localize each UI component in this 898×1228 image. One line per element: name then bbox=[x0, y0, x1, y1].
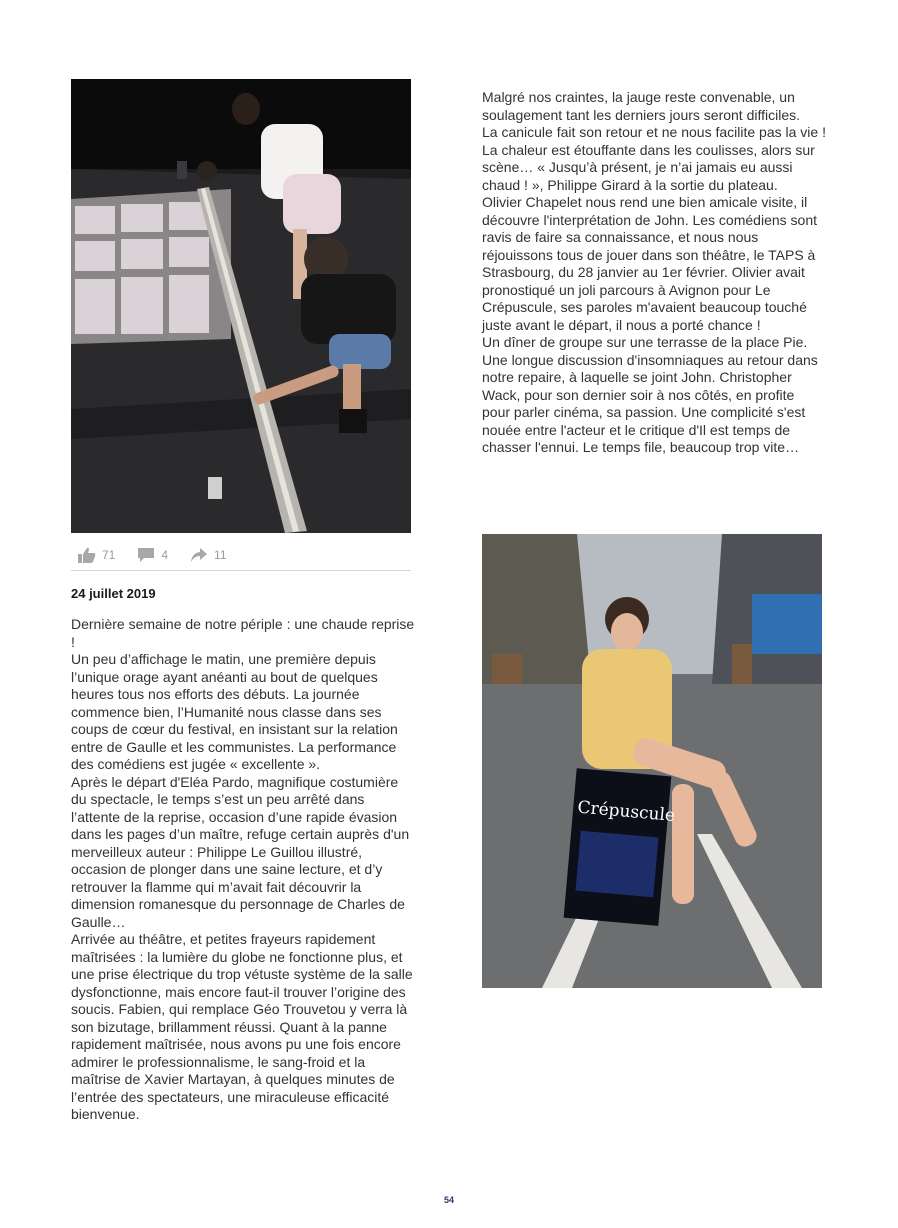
divider bbox=[71, 570, 411, 571]
reaction-bar bbox=[78, 545, 411, 565]
poster-image bbox=[564, 768, 676, 926]
paragraph: Un peu d’affichage le matin, une première depuis l’unique orage ayant anéanti au bout de quelques heures tous nos efforts des débuts. La journée commence bien, l’Humanité nous classe dans ses coups de cœur du festival, en insistant sur la relation entre de Gaulle et les communistes. La performance des comédiens est jugée « excellente ». bbox=[71, 651, 398, 772]
share-icon bbox=[190, 547, 208, 563]
post-date: 24 juillet 2019 bbox=[71, 586, 156, 601]
like-count[interactable]: 71 bbox=[78, 547, 115, 563]
page-number: 54 bbox=[443, 1195, 454, 1205]
paragraph: Dernière semaine de notre périple : une chaude reprise ! bbox=[71, 616, 415, 650]
right-column-text bbox=[482, 89, 826, 457]
left-column-text bbox=[71, 616, 415, 1124]
paragraph: Malgré nos craintes, la jauge reste convenable, un soulagement tant les derniers jours seront difficiles. bbox=[482, 89, 801, 123]
street-poster-photo bbox=[482, 534, 822, 988]
stage-rehearsal-photo bbox=[71, 79, 411, 533]
share-count[interactable]: 11 bbox=[190, 547, 226, 563]
paragraph: Après le départ d'Eléa Pardo, magnifique costumière du spectacle, le temps s’est un peu arrêté dans l’attente de la reprise, occasion d’une rapide évasion dans les pages d’un maître, refuge certain auprès d'un merveilleux auteur : Philippe Le Guillou illustré, occasion de plonger dans une saine lecture, et d’y retrouver la flamme qui m’avait fait découvrir la dimension romanesque du personnage de Charles de Gaulle… bbox=[71, 773, 410, 930]
thumbs-up-icon bbox=[78, 547, 96, 563]
paragraph: Arrivée au théâtre, et petites frayeurs rapidement maîtrisées : la lumière du globe ne fonctionne plus, et une prise électrique du trop vétuste système de la salle dysfonctionne, mais encore faut-il trouver l’origine des soucis. Fabien, qui remplace Géo Trouvetou y verra là son bizutage, brillamment réussi. Quant à la panne rapidement maîtrisée, nous avons pu une fois encore admirer le professionnalisme, le sang-froid et la maîtrise de Xavier Martayan, à quelques minutes de l’entrée des spectateurs, une miraculeuse efficacité bienvenue. bbox=[71, 931, 413, 1122]
street-portrait-illustration bbox=[482, 534, 822, 988]
comment-count[interactable]: 4 bbox=[137, 547, 168, 563]
poster-title: Crépuscule bbox=[576, 797, 676, 827]
comment-icon bbox=[137, 547, 155, 563]
stage-rehearsal-illustration bbox=[71, 79, 411, 533]
paragraph: La canicule fait son retour et ne nous facilite pas la vie ! La chaleur est étouffante dans les coulisses, alors sur scène… « Jusqu’à présent, je n’ai jamais eu aussi chaud ! », Philippe Girard à la sortie du plateau. bbox=[482, 124, 826, 193]
paragraph: Un dîner de groupe sur une terrasse de la place Pie. Une longue discussion d'insomniaques au retour dans notre repaire, à laquelle se joint John. Christopher Wack, pour son dernier soir à nos côtés, en profite pour parler cinéma, sa passion. Une complicité s'est nouée entre l'acteur et le critique d'Il est temps de chasser l'ennui. Le temps file, beaucoup trop vite… bbox=[482, 334, 818, 455]
paragraph: Olivier Chapelet nous rend une bien amicale visite, il découvre l'interprétation de John. Les comédiens sont ravis de faire sa connaissance, et nous nous réjouissons tous de jouer dans son théâtre, le TAPS à Strasbourg, du 28 janvier au 1er février. Olivier avait pronostiqué un joli parcours à Avignon pour Le Crépuscule, ses paroles m'avaient beaucoup touché juste avant le départ, il nous a porté chance ! bbox=[482, 194, 817, 333]
